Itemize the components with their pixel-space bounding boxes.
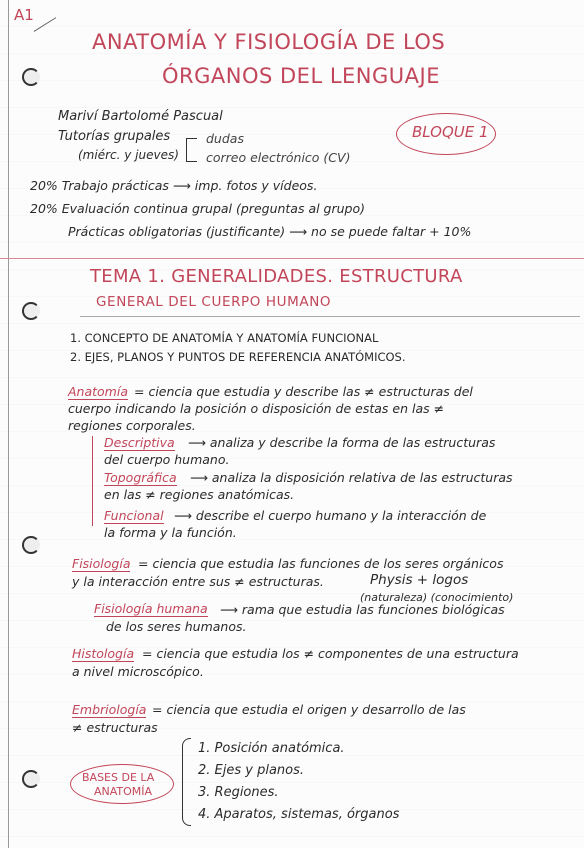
term-embriologia: Embriología <box>72 702 147 717</box>
funcional-def-2: la forma y la función. <box>104 525 237 540</box>
fisiologia-etymology: Physis + logos <box>370 572 469 588</box>
term-funcional: Funcional <box>104 508 164 523</box>
fisiologia-humana-def-2: de los seres humanos. <box>106 619 247 634</box>
histologia-def-2: a nivel microscópico. <box>72 664 204 679</box>
term-anatomia: Anatomía <box>68 384 128 399</box>
grading-line-3: Prácticas obligatorias (justificante) ⟶ no se puede faltar + 10% <box>68 224 472 239</box>
binder-hole-icon <box>22 68 40 86</box>
anatomia-def-2: cuerpo indicando la posición o disposición de estas en las ≠ <box>68 401 445 416</box>
fisiologia-etymology-gloss: (naturaleza) (conocimiento) <box>360 591 514 604</box>
fisiologia-humana-def-1: ⟶ rama que estudia las funciones biológicas <box>220 602 505 617</box>
term-descriptiva: Descriptiva <box>104 435 175 450</box>
bases-item-2: 2. Ejes y planos. <box>198 763 305 778</box>
tutorias-label: Tutorías grupales <box>58 129 171 144</box>
tema-title-line-1: TEMA 1. GENERALIDADES. ESTRUCTURA <box>90 266 463 287</box>
histologia-def-1: = ciencia que estudia los ≠ componentes de una estructura <box>142 646 519 661</box>
bracket-arrow-icon <box>186 138 197 162</box>
descriptiva-def-2: del cuerpo humano. <box>104 452 230 467</box>
bases-badge-outline <box>70 764 174 804</box>
anatomia-def-3: regiones corporales. <box>68 418 196 433</box>
bases-label-2: ANATOMÍA <box>94 785 153 798</box>
tutorias-option-correo: correo electrónico (CV) <box>206 150 351 165</box>
embriologia-def-1: = ciencia que estudia el origen y desarrollo de las <box>152 702 466 717</box>
index-item-2: 2. EJES, PLANOS Y PUNTOS DE REFERENCIA ANATÓMICOS. <box>70 350 406 364</box>
descriptiva-def-1: ⟶ analiza y describe la forma de las estructuras <box>188 435 496 450</box>
tutorias-days: (miérc. y jueves) <box>78 148 179 162</box>
binder-hole-icon <box>22 770 40 788</box>
author-name: Mariví Bartolomé Pascual <box>58 109 223 124</box>
binder-hole-icon <box>22 302 40 320</box>
anatomia-types-bracket <box>92 436 93 526</box>
tutorias-option-dudas: dudas <box>206 131 244 146</box>
page-tag: A1 <box>14 6 34 24</box>
title-line-2: ÓRGANOS DEL LENGUAJE <box>162 64 440 88</box>
bases-item-1: 1. Posición anatómica. <box>198 741 345 756</box>
title-line-1: ANATOMÍA Y FISIOLOGÍA DE LOS <box>92 30 446 54</box>
grading-line-2: 20% Evaluación continua grupal (preguntas al grupo) <box>30 201 366 216</box>
bases-item-3: 3. Regiones. <box>198 785 279 800</box>
grading-line-1: 20% Trabajo prácticas ⟶ imp. fotos y vídeos. <box>30 178 318 193</box>
tema-title-line-2: GENERAL DEL CUERPO HUMANO <box>96 294 332 310</box>
curly-brace-icon <box>182 738 191 826</box>
index-item-1: 1. CONCEPTO DE ANATOMÍA Y ANATOMÍA FUNCIONAL <box>70 331 379 345</box>
topografica-def-2: en las ≠ regiones anatómicas. <box>104 487 295 502</box>
section-divider <box>0 258 584 259</box>
bases-item-4: 4. Aparatos, sistemas, órganos <box>198 807 400 822</box>
bloque-badge: BLOQUE 1 <box>412 123 489 141</box>
anatomia-def-1: = ciencia que estudia y describe las ≠ estructuras del <box>134 384 473 399</box>
term-histologia: Histología <box>72 646 135 661</box>
pen-mark-icon <box>34 17 57 32</box>
bases-label-1: BASES DE LA <box>82 771 155 784</box>
binder-hole-icon <box>22 536 40 554</box>
fisiologia-def-1: = ciencia que estudia las funciones de los seres orgánicos <box>138 556 504 571</box>
term-fisiologia-humana: Fisiología humana <box>94 601 208 616</box>
term-fisiologia: Fisiología <box>72 556 131 571</box>
topografica-def-1: ⟶ analiza la disposición relativa de las estructuras <box>190 470 513 485</box>
left-margin-line <box>8 0 9 848</box>
embriologia-def-2: ≠ estructuras <box>72 720 158 735</box>
funcional-def-1: ⟶ describe el cuerpo humano y la interacción de <box>174 508 487 523</box>
fisiologia-def-2: y la interacción entre sus ≠ estructuras. <box>72 574 324 589</box>
term-topografica: Topográfica <box>104 470 177 485</box>
tema-underline <box>80 316 580 317</box>
